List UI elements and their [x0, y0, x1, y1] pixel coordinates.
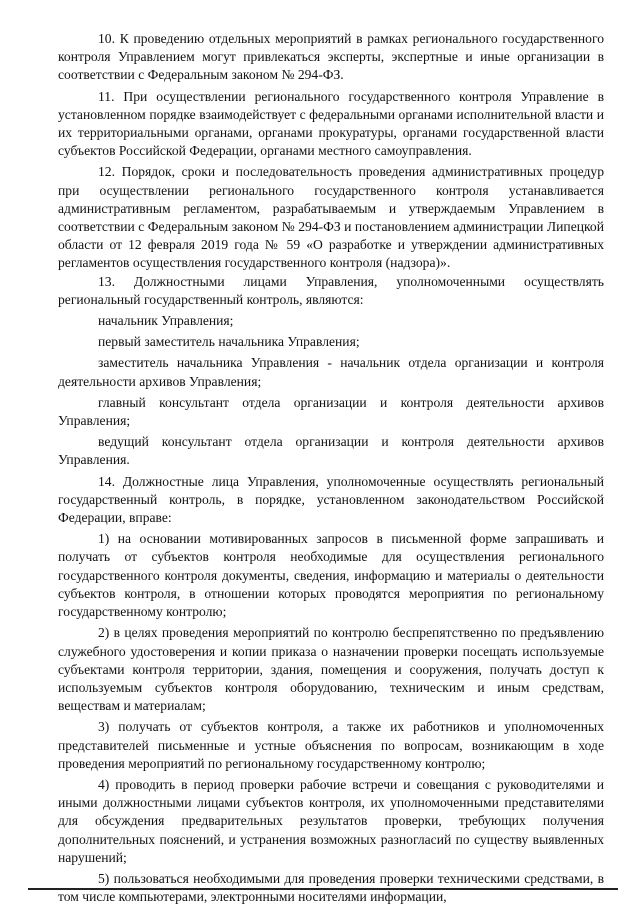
paragraph-14: 14. Должностные лица Управления, уполномоченные осуществлять региональный государственный контроль, в порядке, установленном законодательством Российской Федерации, вправе: [58, 473, 604, 526]
paragraph-10: 10. К проведению отдельных мероприятий в рамках регионального государственного контроля Управлением могут привлекаться эксперты, экспертные и иные организации в соответствии с Федеральным законом № 294-ФЗ. [58, 31, 604, 83]
paragraph-13: 13. Должностными лицами Управления, уполномоченными осуществлять региональный государственный контроль, являются: [58, 273, 604, 307]
official-item: первый заместитель начальника Управления; [98, 334, 360, 350]
paragraph-11: 11. При осуществлении регионального государственного контроля Управление в установленном порядке взаимодействует с федеральными органами исполнительной власти и их территориальными органами, органами прокуратуры, органами государственной власти субъектов Российской Федерации, органами местного самоуправления. [58, 88, 604, 159]
official-item: ведущий консультант отдела организации и контроля деятельности архивов Управления. [58, 434, 604, 468]
official-item: главный консультант отдела организации и контроля деятельности архивов Управления; [58, 394, 604, 429]
official-item: заместитель начальника Управления - начальник отдела организации и контроля деятельности архивов Управления; [58, 355, 604, 389]
rights-item-2: 2) в целях проведения мероприятий по контролю беспрепятственно по предъявлению служебного удостоверения и копии приказа о назначении проверки посещать используемые субъектами контроля территории, здания, помещения и сооружения, получать доступ к используемым субъектов контроля оборудованию, техническим и иным средствам, веществам и материалам; [58, 625, 604, 714]
rights-item-3: 3) получать от субъектов контроля, а также их работников и уполномоченных представителей письменные и устные объяснения по вопросам, возникающим в ходе проведения мероприятий по региональному государственному контролю; [58, 719, 604, 771]
document-body [58, 30, 604, 906]
rights-item-4: 4) проводить в период проверки рабочие встречи и совещания с руководителями и иными должностными лицами субъектов контроля, их уполномоченными представителями для обсуждения предварительных результатов проверки, требующих получения дополнительных пояснений, и устранения возможных разногласий по существу выявленных нарушений; [58, 776, 604, 865]
page-bottom-rule [28, 888, 618, 890]
official-item: начальник Управления; [98, 313, 234, 329]
paragraph-12: 12. Порядок, сроки и последовательность проведения административных процедур при осуществлении регионального государственного контроля устанавливается административным регламентом, разрабатываемым и утверждаемым Управлением в соответствии с Федеральным законом № 294-ФЗ и постановлением администрации Липецкой области от 12 февраля 2019 года № 59 «О разработке и утверждении административных регламентов осуществления государственного контроля (надзора)». [58, 164, 604, 271]
rights-item-5: 5) пользоваться необходимыми для проведения проверки техническими средствами, в том числе компьютерами, электронными носителями информации, [58, 870, 604, 905]
rights-item-1: 1) на основании мотивированных запросов в письменной форме запрашивать и получать от субъектов контроля необходимые для осуществления регионального государственного контроля документы, сведения, информацию и материалы о деятельности субъектов контроля, в отношении которых проводятся мероприятия по региональному государственному контролю; [58, 531, 604, 620]
